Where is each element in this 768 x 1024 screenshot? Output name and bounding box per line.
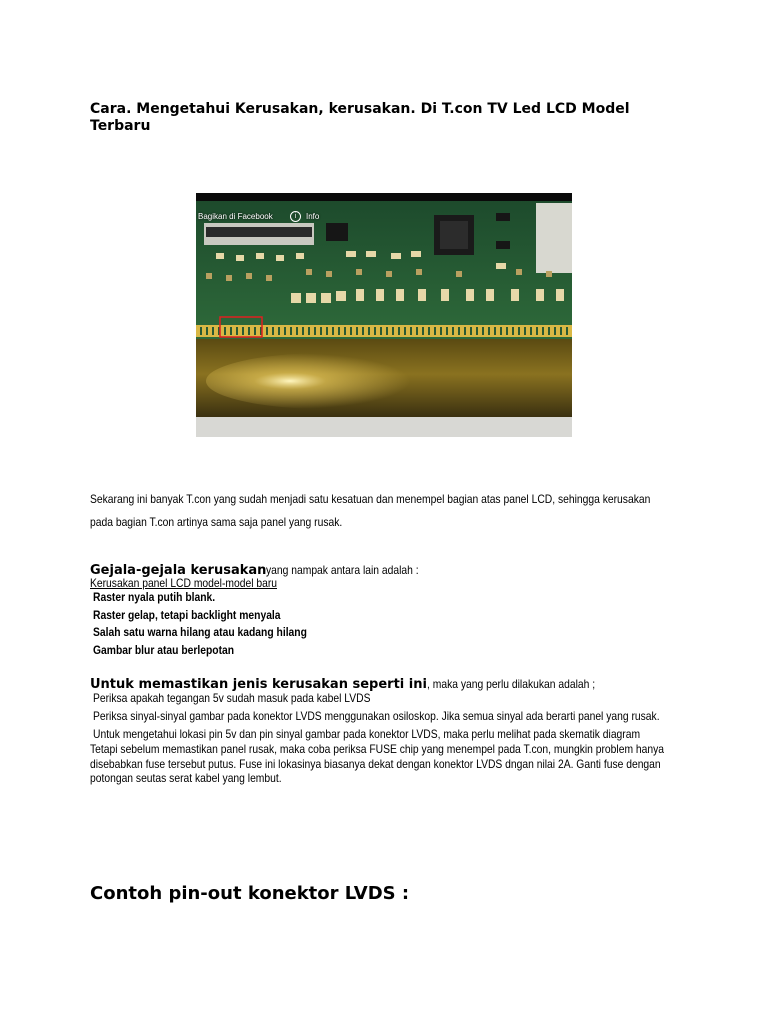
- tcon-board-photo: [196, 193, 572, 437]
- intro-line-1: Sekarang ini banyak T.con yang sudah menjadi satu kesatuan dan menempel bagian atas panel LCD, sehingga kerusakan: [90, 492, 651, 506]
- info-icon[interactable]: i: [290, 211, 301, 222]
- lcd-panel-damage-link[interactable]: Kerusakan panel LCD model-model baru: [90, 576, 278, 590]
- list-item: Periksa apakah tegangan 5v sudah masuk pada kabel LVDS: [93, 691, 371, 705]
- share-facebook-link[interactable]: Bagikan di Facebook: [198, 212, 273, 221]
- list-item: Periksa sinyal-sinyal gambar pada konektor LVDS menggunakan osiloskop. Jika semua sinyal ada berarti panel yang rusak.: [93, 709, 660, 723]
- check-list: [93, 689, 752, 743]
- intro-line-2: pada bagian T.con artinya sama saja panel yang rusak.: [90, 515, 343, 529]
- document-title: Cara. Mengetahui Kerusakan, kerusakan. Di T.con TV Led LCD Model Terbaru: [90, 101, 630, 134]
- list-item: Salah satu warna hilang atau kadang hilang: [93, 625, 307, 640]
- symptom-list: [93, 589, 342, 660]
- list-item: Gambar blur atau berlepotan: [93, 643, 235, 658]
- list-item: Untuk mengetahui lokasi pin 5v dan pin sinyal gambar pada konektor LVDS, maka perlu melihat pada skematik diagram: [93, 727, 641, 741]
- symptoms-heading-lead: Gejala-gejala kerusakan: [90, 563, 267, 578]
- symptoms-heading-rest: yang nampak antara lain adalah :: [266, 563, 420, 577]
- check-heading-lead: Untuk memastikan jenis kerusakan seperti ini: [90, 677, 427, 692]
- list-item: Raster nyala putih blank.: [93, 590, 216, 604]
- pcb-image: [196, 193, 572, 437]
- check-heading-rest: , maka yang perlu dilakukan adalah ;: [426, 677, 596, 691]
- fuse-note: Tetapi sebelum memastikan panel rusak, maka coba periksa FUSE chip yang menempel pada T.con, mungkin problem hanya disebabkan fuse tersebut putus. Fuse ini lokasinya biasanya dekat dengan konektor LVDS dngan nilai 2A. Ganti fuse dengan potongan seutas serat kabel yang lembut.: [90, 742, 665, 785]
- info-label[interactable]: Info: [306, 212, 320, 221]
- lvds-pinout-heading: Contoh pin-out konektor LVDS :: [90, 883, 410, 904]
- list-item: Raster gelap, tetapi backlight menyala: [93, 607, 281, 622]
